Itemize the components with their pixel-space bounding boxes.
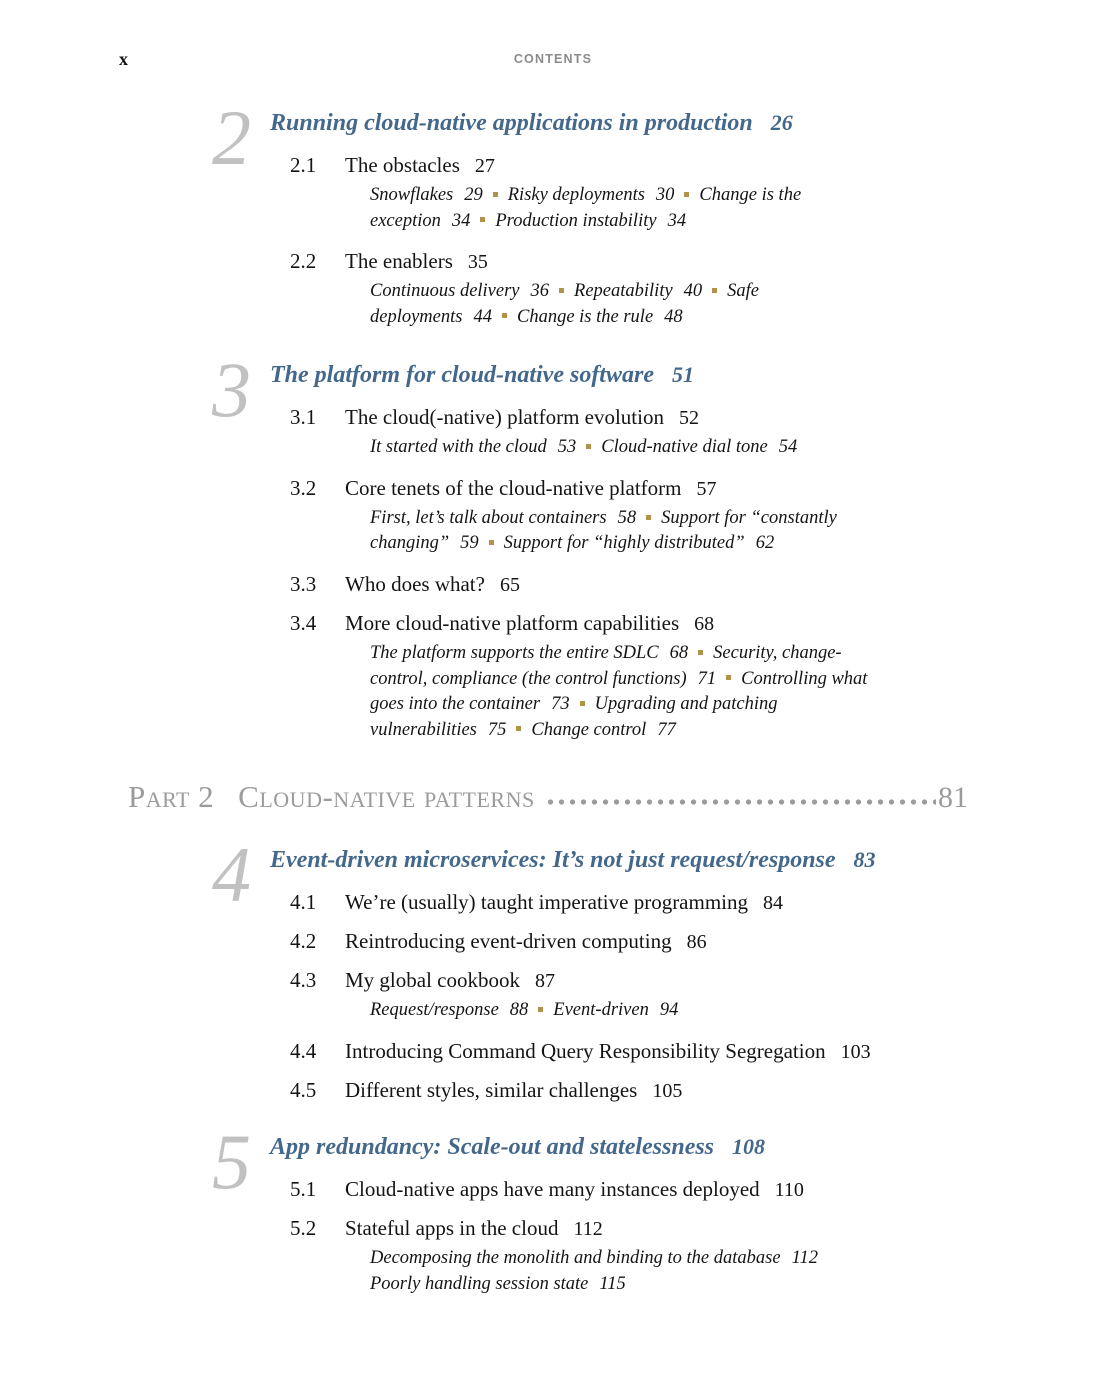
- chapter-title-row: [270, 360, 968, 390]
- section-page-number: 86: [686, 931, 707, 954]
- subsection-title: Change is the rule: [516, 306, 654, 327]
- subsection-block: [370, 641, 968, 743]
- subsection-page-number: 62: [755, 533, 775, 554]
- subsection-page-number: 73: [551, 694, 570, 715]
- chapter-title: The platform for cloud-native software: [270, 362, 654, 389]
- subsection-page-number: 75: [487, 719, 507, 740]
- bullet-separator: [559, 288, 564, 293]
- section-row: [290, 969, 968, 992]
- chapter-page-number: 51: [671, 362, 694, 388]
- subsection-line: [370, 209, 968, 235]
- bullet-separator: [538, 1007, 543, 1012]
- subsection-title: changing”: [370, 533, 450, 554]
- subsection-line: [370, 435, 968, 461]
- section-number: 4.2: [290, 929, 317, 954]
- subsection-block: [370, 435, 968, 461]
- chapter-title-row: [270, 845, 968, 875]
- subsection-entry: [713, 643, 841, 663]
- section-number: 4.4: [290, 1038, 317, 1063]
- subsection-page-number: 112: [791, 1248, 818, 1269]
- section-title: Different styles, similar challenges: [345, 1077, 638, 1102]
- subsection-page-number: 115: [599, 1273, 626, 1294]
- subsection-title: deployments: [370, 306, 463, 327]
- subsection-entry: [370, 694, 570, 714]
- part-title: Cloud-native patterns: [238, 779, 535, 815]
- section-title: Who does what?: [345, 571, 485, 596]
- section-page-number: 68: [694, 612, 715, 635]
- subsection-line: [370, 183, 968, 209]
- section-row: [290, 406, 968, 429]
- chapter-body: [270, 1132, 968, 1297]
- section-page-number: 27: [474, 155, 495, 177]
- subsection-page-number: 40: [683, 281, 703, 302]
- section-title-wrap: [345, 477, 716, 500]
- subsection-title: Cloud-native dial tone: [601, 437, 768, 458]
- subsection-page-number: 29: [464, 185, 483, 206]
- subsection-entry: [661, 508, 837, 528]
- chapter-block: [128, 94, 968, 330]
- subsection-title: exception: [370, 210, 441, 231]
- bullet-separator: [684, 192, 689, 197]
- chapter-body: [270, 108, 968, 330]
- chapter-numeral: 3: [212, 346, 251, 434]
- subsection-entry: [370, 1248, 818, 1268]
- subsection-entry: [508, 185, 675, 205]
- section-row: [290, 477, 968, 500]
- chapter-block: [128, 831, 968, 1102]
- section-title-wrap: [345, 612, 714, 635]
- section-row: [290, 154, 968, 177]
- subsection-title: Event-driven: [553, 1000, 649, 1021]
- subsection-entry: [531, 720, 675, 740]
- section-page-number: 112: [573, 1218, 603, 1241]
- section-title: We’re (usually) taught imperative programming: [345, 890, 749, 915]
- subsection-entry: [595, 694, 778, 714]
- subsection-entry: [370, 307, 492, 327]
- section-title: The enablers: [345, 249, 453, 274]
- subsection-page-number: 34: [451, 210, 471, 231]
- subsection-entry: [370, 533, 479, 553]
- subsection-block: [370, 506, 968, 557]
- section-page-number: 105: [652, 1079, 683, 1102]
- section-title-wrap: [345, 891, 783, 914]
- section-title-wrap: [345, 969, 555, 992]
- bullet-separator: [726, 675, 731, 680]
- subsection-line: [370, 506, 968, 532]
- subsection-title: Upgrading and patching: [594, 694, 778, 715]
- subsection-entry: [727, 281, 759, 301]
- section-number: 2.2: [290, 249, 317, 274]
- part-heading: [128, 779, 968, 815]
- subsection-title: Continuous delivery: [370, 281, 520, 302]
- subsection-line: [370, 531, 968, 557]
- page-header: [0, 0, 1106, 72]
- subsection-page-number: 58: [617, 507, 637, 528]
- chapter-page-number: 26: [770, 110, 793, 135]
- section-title-wrap: [345, 1040, 871, 1063]
- bullet-separator: [586, 444, 591, 449]
- section-row: [290, 573, 968, 596]
- bullet-separator: [712, 288, 717, 293]
- chapter-title-row: [270, 1132, 968, 1162]
- section-row: [290, 1178, 968, 1201]
- subsection-line: [370, 718, 968, 744]
- subsection-title: vulnerabilities: [370, 719, 477, 740]
- section-row: [290, 891, 968, 914]
- subsection-block: [370, 183, 968, 234]
- chapter-title: App redundancy: Scale-out and statelessness: [270, 1134, 715, 1161]
- subsection-title: Request/response: [370, 1000, 499, 1021]
- section-number: 4.3: [290, 968, 317, 993]
- section-row: [290, 1217, 968, 1240]
- subsection-entry: [370, 211, 470, 231]
- subsection-block: [370, 998, 968, 1024]
- bullet-separator: [493, 192, 498, 197]
- subsection-entry: [370, 1274, 626, 1294]
- chapter-block: [128, 1118, 968, 1297]
- section-title: Core tenets of the cloud-native platform: [345, 475, 682, 500]
- section-page-number: 84: [763, 892, 784, 915]
- subsection-line: [370, 279, 968, 305]
- part-page-number: 81: [938, 781, 968, 815]
- section-number: 5.1: [290, 1177, 317, 1202]
- bullet-separator: [502, 313, 507, 318]
- subsection-entry: [370, 185, 483, 205]
- subsection-line: [370, 998, 968, 1024]
- section-title: More cloud-native platform capabilities: [345, 610, 680, 635]
- section-title-wrap: [345, 1178, 804, 1201]
- subsection-title: Snowflakes: [370, 185, 454, 206]
- section-title: Reintroducing event-driven computing: [345, 929, 672, 954]
- section-title: My global cookbook: [345, 968, 520, 993]
- chapter-title: Running cloud-native applications in production: [270, 110, 753, 136]
- subsection-block: [370, 1246, 968, 1297]
- subsection-page-number: 59: [460, 533, 479, 554]
- part-label: Part 2: [128, 779, 215, 815]
- subsection-entry: [370, 281, 549, 301]
- subsection-page-number: 54: [778, 437, 798, 458]
- subsection-entry: [699, 185, 801, 205]
- subsection-title: goes into the container: [370, 694, 541, 715]
- subsection-entry: [370, 1000, 528, 1020]
- section-page-number: 57: [696, 477, 717, 500]
- subsection-title: The platform supports the entire SDLC: [370, 643, 659, 664]
- subsection-entry: [370, 720, 506, 740]
- subsection-page-number: 71: [697, 668, 717, 689]
- subsection-entry: [370, 437, 576, 457]
- subsection-block: [370, 279, 968, 330]
- subsection-title: control, compliance (the control functions): [370, 668, 687, 689]
- section-title: Introducing Command Query Responsibility Segregation: [345, 1038, 826, 1063]
- section-row: [290, 1079, 968, 1102]
- subsection-page-number: 48: [664, 306, 683, 327]
- section-number: 5.2: [290, 1216, 317, 1241]
- chapter-block: [128, 346, 968, 743]
- chapter-numeral: 4: [212, 831, 251, 919]
- subsection-title: Support for “highly distributed”: [503, 533, 745, 554]
- subsection-entry: [517, 307, 683, 327]
- subsection-entry: [504, 533, 775, 553]
- running-head: CONTENTS: [513, 52, 593, 66]
- chapter-body: [270, 845, 968, 1102]
- section-number: 3.4: [290, 610, 317, 635]
- subsection-entry: [553, 1000, 678, 1020]
- section-row: [290, 1040, 968, 1063]
- subsection-line: [370, 305, 968, 331]
- subsection-title: Change is the: [699, 185, 802, 206]
- section-page-number: 103: [840, 1040, 871, 1063]
- chapter-numeral: 5: [212, 1118, 251, 1206]
- subsection-title: Security, change-: [713, 643, 842, 664]
- subsection-page-number: 88: [509, 1000, 529, 1021]
- page-folio: x: [119, 49, 128, 69]
- section-title: Stateful apps in the cloud: [345, 1216, 559, 1241]
- subsection-line: [370, 667, 968, 693]
- subsection-title: Change control: [531, 719, 647, 740]
- subsection-title: Safe: [727, 281, 760, 302]
- subsection-entry: [495, 211, 686, 231]
- subsection-line: [370, 692, 968, 718]
- section-number: 2.1: [290, 153, 317, 177]
- section-number: 4.5: [290, 1077, 317, 1102]
- chapter-title: Event-driven microservices: It’s not just request/response: [270, 847, 836, 874]
- subsection-title: Risky deployments: [507, 185, 645, 206]
- leader-dots: [545, 796, 936, 808]
- subsection-page-number: 34: [667, 210, 687, 231]
- section-page-number: 87: [534, 970, 555, 993]
- subsection-entry: [370, 508, 636, 528]
- subsection-title: Support for “constantly: [661, 507, 837, 528]
- subsection-page-number: 53: [557, 437, 577, 458]
- bullet-separator: [646, 515, 651, 520]
- subsection-title: Controlling what: [741, 668, 868, 689]
- section-title-wrap: [345, 154, 495, 177]
- section-number: 3.2: [290, 475, 317, 500]
- section-page-number: 35: [467, 251, 488, 274]
- section-number: 4.1: [290, 890, 317, 915]
- chapter-title-row: [270, 108, 968, 138]
- section-title-wrap: [345, 1079, 682, 1102]
- bullet-separator: [580, 701, 585, 706]
- subsection-title: Poorly handling session state: [370, 1273, 589, 1294]
- chapter-page-number: 108: [732, 1134, 766, 1160]
- bullet-separator: [489, 540, 494, 545]
- subsection-line: [370, 641, 968, 667]
- subsection-entry: [370, 643, 688, 663]
- section-title-wrap: [345, 250, 488, 273]
- subsection-page-number: 44: [473, 306, 492, 327]
- section-title: The obstacles: [345, 153, 460, 177]
- chapter-body: [270, 360, 968, 743]
- subsection-title: Production instability: [495, 210, 657, 231]
- subsection-entry: [741, 669, 867, 689]
- subsection-title: Repeatability: [574, 281, 673, 302]
- section-title: The cloud(-native) platform evolution: [345, 405, 664, 430]
- section-page-number: 110: [774, 1179, 804, 1202]
- section-row: [290, 250, 968, 273]
- toc-entries: [128, 94, 968, 1297]
- subsection-entry: [601, 437, 797, 457]
- section-title-wrap: [345, 573, 520, 596]
- subsection-page-number: 94: [659, 1000, 679, 1021]
- subsection-line: [370, 1272, 968, 1298]
- section-title-wrap: [345, 930, 707, 953]
- bullet-separator: [698, 650, 703, 655]
- section-title-wrap: [345, 1217, 603, 1240]
- subsection-title: It started with the cloud: [370, 437, 547, 458]
- subsection-page-number: 30: [655, 185, 675, 206]
- section-number: 3.1: [290, 405, 317, 430]
- bullet-separator: [480, 217, 485, 222]
- subsection-title: First, let’s talk about containers: [370, 507, 607, 528]
- section-row: [290, 930, 968, 953]
- subsection-title: Decomposing the monolith and binding to the database: [370, 1248, 781, 1269]
- section-title-wrap: [345, 406, 699, 429]
- section-row: [290, 612, 968, 635]
- subsection-entry: [574, 281, 702, 301]
- subsection-page-number: 77: [657, 719, 676, 740]
- section-number: 3.3: [290, 571, 317, 596]
- chapter-page-number: 83: [853, 847, 876, 873]
- section-title: Cloud-native apps have many instances deployed: [345, 1177, 760, 1202]
- chapter-numeral: 2: [212, 94, 251, 181]
- section-page-number: 52: [678, 407, 699, 430]
- subsection-entry: [370, 669, 716, 689]
- subsection-page-number: 68: [669, 643, 689, 664]
- subsection-line: [370, 1246, 968, 1272]
- section-page-number: 65: [499, 573, 520, 596]
- subsection-page-number: 36: [530, 281, 550, 302]
- bullet-separator: [516, 726, 521, 731]
